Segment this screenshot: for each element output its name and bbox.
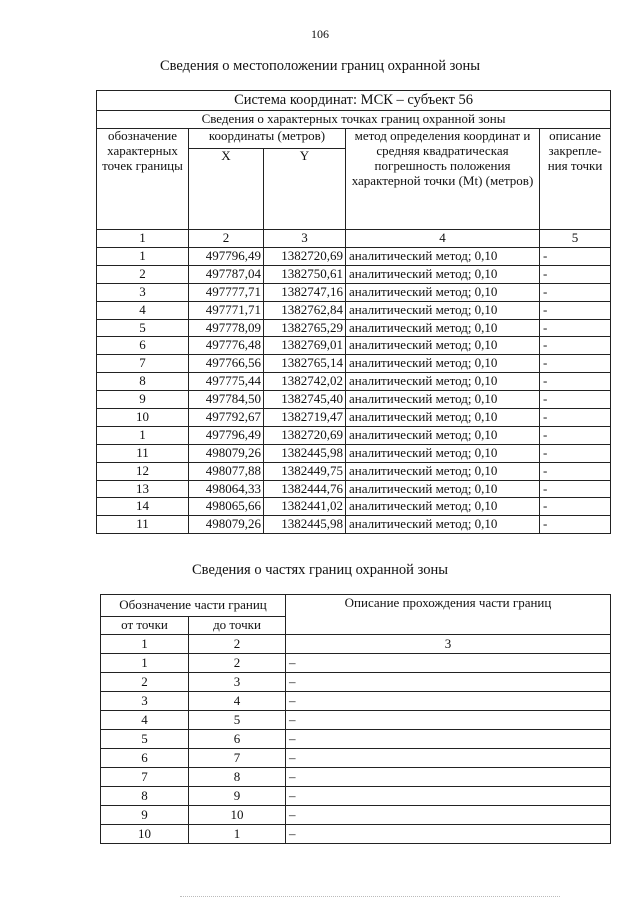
point-cell: 1 bbox=[97, 248, 189, 266]
part-desc-cell: – bbox=[286, 673, 611, 692]
method-cell: аналитический метод; 0,10 bbox=[346, 391, 540, 409]
column-number: 4 bbox=[346, 230, 540, 248]
y-cell: 1382769,01 bbox=[264, 337, 346, 355]
scan-artifact bbox=[180, 896, 560, 898]
y-cell: 1382720,69 bbox=[264, 248, 346, 266]
table-row bbox=[97, 516, 611, 534]
table-row bbox=[97, 337, 611, 355]
y-cell: 1382750,61 bbox=[264, 265, 346, 283]
desc-cell: - bbox=[540, 355, 611, 373]
to-cell: 8 bbox=[189, 768, 286, 787]
table-row bbox=[97, 248, 611, 266]
header-y: Y bbox=[264, 149, 346, 230]
to-cell: 2 bbox=[189, 654, 286, 673]
table-row bbox=[101, 711, 611, 730]
point-cell: 4 bbox=[97, 301, 189, 319]
table-row bbox=[101, 768, 611, 787]
method-cell: аналитический метод; 0,10 bbox=[346, 319, 540, 337]
points-subtitle: Сведения о характерных точках границ охранной зоны bbox=[97, 111, 611, 129]
x-cell: 498064,33 bbox=[189, 480, 264, 498]
table-row bbox=[97, 355, 611, 373]
section2-title: Сведения о частях границ охранной зоны bbox=[192, 562, 448, 578]
header-point: обозначение характерных точек границы bbox=[97, 129, 189, 230]
desc-cell: - bbox=[540, 319, 611, 337]
x-cell: 498077,88 bbox=[189, 462, 264, 480]
desc-cell: - bbox=[540, 301, 611, 319]
table-row bbox=[101, 673, 611, 692]
column-number: 3 bbox=[264, 230, 346, 248]
y-cell: 1382762,84 bbox=[264, 301, 346, 319]
to-cell: 3 bbox=[189, 673, 286, 692]
point-cell: 6 bbox=[97, 337, 189, 355]
y-cell: 1382720,69 bbox=[264, 426, 346, 444]
table-row bbox=[97, 301, 611, 319]
point-cell: 11 bbox=[97, 444, 189, 462]
header-x: X bbox=[189, 149, 264, 230]
y-cell: 1382444,76 bbox=[264, 480, 346, 498]
y-cell: 1382441,02 bbox=[264, 498, 346, 516]
y-cell: 1382445,98 bbox=[264, 444, 346, 462]
method-cell: аналитический метод; 0,10 bbox=[346, 301, 540, 319]
x-cell: 497776,48 bbox=[189, 337, 264, 355]
table-row bbox=[97, 283, 611, 301]
y-cell: 1382745,40 bbox=[264, 391, 346, 409]
to-cell: 4 bbox=[189, 692, 286, 711]
point-cell: 11 bbox=[97, 516, 189, 534]
part-desc-cell: – bbox=[286, 692, 611, 711]
from-cell: 7 bbox=[101, 768, 189, 787]
column-number: 2 bbox=[189, 635, 286, 654]
header-coords: координаты (метров) bbox=[189, 129, 346, 149]
header-part: Обозначение части границ bbox=[101, 595, 286, 617]
point-cell: 2 bbox=[97, 265, 189, 283]
table-row bbox=[101, 806, 611, 825]
method-cell: аналитический метод; 0,10 bbox=[346, 516, 540, 534]
header-part-desc: Описание прохождения части границ bbox=[286, 595, 611, 635]
from-cell: 3 bbox=[101, 692, 189, 711]
from-cell: 5 bbox=[101, 730, 189, 749]
point-cell: 10 bbox=[97, 409, 189, 427]
column-number: 1 bbox=[101, 635, 189, 654]
method-cell: аналитический метод; 0,10 bbox=[346, 498, 540, 516]
point-cell: 9 bbox=[97, 391, 189, 409]
coordinate-system: Система координат: МСК – субъект 56 bbox=[97, 91, 611, 111]
desc-cell: - bbox=[540, 444, 611, 462]
desc-cell: - bbox=[540, 409, 611, 427]
y-cell: 1382449,75 bbox=[264, 462, 346, 480]
desc-cell: - bbox=[540, 480, 611, 498]
from-cell: 4 bbox=[101, 711, 189, 730]
from-cell: 10 bbox=[101, 825, 189, 844]
to-cell: 9 bbox=[189, 787, 286, 806]
method-cell: аналитический метод; 0,10 bbox=[346, 248, 540, 266]
point-cell: 14 bbox=[97, 498, 189, 516]
table-row bbox=[101, 825, 611, 844]
page-number: 106 bbox=[311, 27, 329, 41]
column-number: 2 bbox=[189, 230, 264, 248]
method-cell: аналитический метод; 0,10 bbox=[346, 337, 540, 355]
y-cell: 1382747,16 bbox=[264, 283, 346, 301]
table-row bbox=[97, 426, 611, 444]
header-method: метод определения координат и средняя квадратическая погрешность положения характерной точки (Mt) (метров) bbox=[346, 129, 540, 230]
x-cell: 497796,49 bbox=[189, 426, 264, 444]
table-row bbox=[101, 787, 611, 806]
table-row bbox=[101, 692, 611, 711]
from-cell: 6 bbox=[101, 749, 189, 768]
section1-title: Сведения о местоположении границ охранной зоны bbox=[159, 58, 480, 74]
header-desc: описание закрепле-ния точки bbox=[540, 129, 611, 230]
desc-cell: - bbox=[540, 283, 611, 301]
x-cell: 497796,49 bbox=[189, 248, 264, 266]
method-cell: аналитический метод; 0,10 bbox=[346, 355, 540, 373]
desc-cell: - bbox=[540, 373, 611, 391]
desc-cell: - bbox=[540, 426, 611, 444]
method-cell: аналитический метод; 0,10 bbox=[346, 480, 540, 498]
table-row bbox=[101, 730, 611, 749]
table-row bbox=[97, 319, 611, 337]
part-desc-cell: – bbox=[286, 654, 611, 673]
desc-cell: - bbox=[540, 265, 611, 283]
table-row bbox=[97, 391, 611, 409]
boundary-parts-table bbox=[100, 594, 611, 844]
desc-cell: - bbox=[540, 462, 611, 480]
x-cell: 497778,09 bbox=[189, 319, 264, 337]
to-cell: 10 bbox=[189, 806, 286, 825]
point-cell: 8 bbox=[97, 373, 189, 391]
table-row bbox=[97, 480, 611, 498]
table-row bbox=[101, 654, 611, 673]
header-from: от точки bbox=[101, 617, 189, 635]
method-cell: аналитический метод; 0,10 bbox=[346, 409, 540, 427]
method-cell: аналитический метод; 0,10 bbox=[346, 265, 540, 283]
to-cell: 5 bbox=[189, 711, 286, 730]
x-cell: 497777,71 bbox=[189, 283, 264, 301]
point-cell: 13 bbox=[97, 480, 189, 498]
desc-cell: - bbox=[540, 391, 611, 409]
method-cell: аналитический метод; 0,10 bbox=[346, 283, 540, 301]
part-desc-cell: – bbox=[286, 806, 611, 825]
method-cell: аналитический метод; 0,10 bbox=[346, 373, 540, 391]
column-number: 3 bbox=[286, 635, 611, 654]
part-desc-cell: – bbox=[286, 787, 611, 806]
column-number: 1 bbox=[97, 230, 189, 248]
from-cell: 8 bbox=[101, 787, 189, 806]
part-desc-cell: – bbox=[286, 730, 611, 749]
part-desc-cell: – bbox=[286, 711, 611, 730]
y-cell: 1382765,29 bbox=[264, 319, 346, 337]
part-desc-cell: – bbox=[286, 825, 611, 844]
column-number: 5 bbox=[540, 230, 611, 248]
table-row bbox=[97, 265, 611, 283]
desc-cell: - bbox=[540, 498, 611, 516]
desc-cell: - bbox=[540, 516, 611, 534]
method-cell: аналитический метод; 0,10 bbox=[346, 444, 540, 462]
to-cell: 7 bbox=[189, 749, 286, 768]
table-row bbox=[97, 409, 611, 427]
point-cell: 1 bbox=[97, 426, 189, 444]
x-cell: 497792,67 bbox=[189, 409, 264, 427]
from-cell: 1 bbox=[101, 654, 189, 673]
y-cell: 1382719,47 bbox=[264, 409, 346, 427]
to-cell: 1 bbox=[189, 825, 286, 844]
method-cell: аналитический метод; 0,10 bbox=[346, 426, 540, 444]
table-row bbox=[97, 462, 611, 480]
method-cell: аналитический метод; 0,10 bbox=[346, 462, 540, 480]
table-row bbox=[97, 373, 611, 391]
part-desc-cell: – bbox=[286, 768, 611, 787]
from-cell: 2 bbox=[101, 673, 189, 692]
y-cell: 1382765,14 bbox=[264, 355, 346, 373]
y-cell: 1382445,98 bbox=[264, 516, 346, 534]
x-cell: 498079,26 bbox=[189, 516, 264, 534]
point-cell: 5 bbox=[97, 319, 189, 337]
x-cell: 498065,66 bbox=[189, 498, 264, 516]
to-cell: 6 bbox=[189, 730, 286, 749]
x-cell: 498079,26 bbox=[189, 444, 264, 462]
x-cell: 497775,44 bbox=[189, 373, 264, 391]
desc-cell: - bbox=[540, 337, 611, 355]
y-cell: 1382742,02 bbox=[264, 373, 346, 391]
x-cell: 497784,50 bbox=[189, 391, 264, 409]
x-cell: 497787,04 bbox=[189, 265, 264, 283]
point-cell: 3 bbox=[97, 283, 189, 301]
point-cell: 7 bbox=[97, 355, 189, 373]
table-row bbox=[97, 498, 611, 516]
x-cell: 497766,56 bbox=[189, 355, 264, 373]
table-row bbox=[101, 749, 611, 768]
table-row bbox=[97, 444, 611, 462]
from-cell: 9 bbox=[101, 806, 189, 825]
point-cell: 12 bbox=[97, 462, 189, 480]
boundary-points-table bbox=[96, 90, 611, 534]
x-cell: 497771,71 bbox=[189, 301, 264, 319]
desc-cell: - bbox=[540, 248, 611, 266]
part-desc-cell: – bbox=[286, 749, 611, 768]
header-to: до точки bbox=[189, 617, 286, 635]
